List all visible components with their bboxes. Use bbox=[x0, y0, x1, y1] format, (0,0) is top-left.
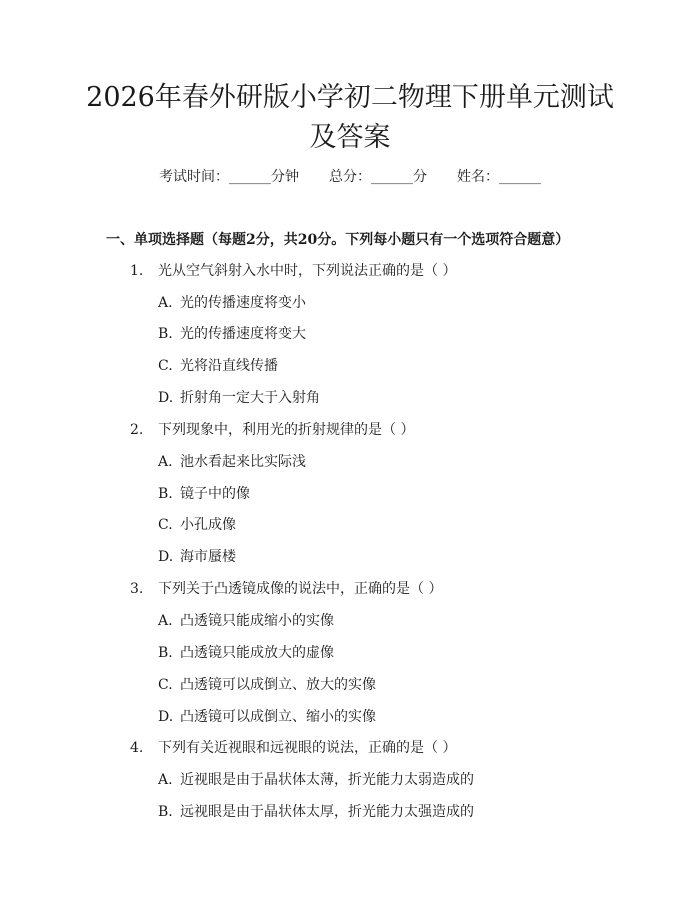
option-letter: D. bbox=[158, 709, 174, 725]
total-score-label: 总分：______分 bbox=[329, 169, 427, 185]
student-name-label: 姓名：______ bbox=[457, 169, 541, 185]
option-text: 镜子中的像 bbox=[180, 486, 250, 502]
title-line-2: 及答案 bbox=[309, 122, 391, 153]
option-letter: A. bbox=[158, 772, 173, 788]
question-3 bbox=[130, 578, 442, 600]
option-text: 小孔成像 bbox=[180, 517, 236, 533]
question-number: 1. bbox=[130, 263, 144, 279]
question-2 bbox=[130, 419, 414, 441]
option-2d bbox=[158, 546, 236, 568]
question-number: 4. bbox=[130, 740, 144, 756]
option-text: 凸透镜只能成缩小的实像 bbox=[180, 613, 334, 629]
option-letter: B. bbox=[158, 326, 173, 342]
option-text: 池水看起来比实际浅 bbox=[180, 454, 306, 470]
option-2c bbox=[158, 514, 236, 536]
option-text: 凸透镜可以成倒立、放大的实像 bbox=[180, 677, 376, 693]
question-text: 下列关于凸透镜成像的说法中，正确的是（ ） bbox=[158, 581, 443, 597]
option-letter: D. bbox=[158, 390, 174, 406]
option-letter: A. bbox=[158, 454, 173, 470]
option-4b bbox=[158, 801, 474, 823]
option-2b bbox=[158, 483, 250, 505]
document-title bbox=[60, 78, 640, 158]
option-text: 折射角一定大于入射角 bbox=[180, 390, 320, 406]
exam-time-label: 考试时间：______分钟 bbox=[159, 169, 299, 185]
question-text: 下列有关近视眼和远视眼的说法，正确的是（ ） bbox=[158, 740, 457, 756]
option-text: 凸透镜可以成倒立、缩小的实像 bbox=[180, 709, 376, 725]
option-1b bbox=[158, 323, 306, 345]
option-text: 光的传播速度将变大 bbox=[180, 326, 306, 342]
section-heading: 一、单项选择题（每题2分，共20分。下列每小题只有一个选项符合题意） bbox=[106, 232, 570, 248]
exam-meta-line bbox=[0, 166, 700, 188]
question-4 bbox=[130, 737, 456, 759]
question-text: 下列现象中，利用光的折射规律的是（ ） bbox=[158, 422, 415, 438]
option-letter: C. bbox=[158, 677, 173, 693]
option-2a bbox=[158, 451, 306, 473]
option-text: 远视眼是由于晶状体太厚，折光能力太强造成的 bbox=[180, 804, 474, 820]
question-text: 光从空气斜射入水中时，下列说法正确的是（ ） bbox=[158, 263, 457, 279]
option-letter: A. bbox=[158, 613, 173, 629]
option-4a bbox=[158, 769, 474, 791]
option-text: 光将沿直线传播 bbox=[180, 358, 278, 374]
option-3d bbox=[158, 706, 376, 728]
question-number: 2. bbox=[130, 422, 144, 438]
question-number: 3. bbox=[130, 581, 144, 597]
question-1 bbox=[130, 260, 456, 282]
option-text: 海市蜃楼 bbox=[180, 549, 236, 565]
option-1d bbox=[158, 387, 320, 409]
option-letter: B. bbox=[158, 645, 173, 661]
option-letter: C. bbox=[158, 358, 173, 374]
option-1a bbox=[158, 292, 306, 314]
option-letter: C. bbox=[158, 517, 173, 533]
option-letter: B. bbox=[158, 804, 173, 820]
title-line-1: 2026年春外研版小学初二物理下册单元测试 bbox=[86, 82, 614, 113]
option-1c bbox=[158, 355, 278, 377]
option-3b bbox=[158, 642, 334, 664]
option-3c bbox=[158, 674, 376, 696]
option-text: 光的传播速度将变小 bbox=[180, 295, 306, 311]
option-text: 近视眼是由于晶状体太薄，折光能力太弱造成的 bbox=[180, 772, 474, 788]
option-letter: B. bbox=[158, 486, 173, 502]
option-letter: D. bbox=[158, 549, 174, 565]
option-text: 凸透镜只能成放大的虚像 bbox=[180, 645, 334, 661]
option-letter: A. bbox=[158, 295, 173, 311]
option-3a bbox=[158, 610, 334, 632]
